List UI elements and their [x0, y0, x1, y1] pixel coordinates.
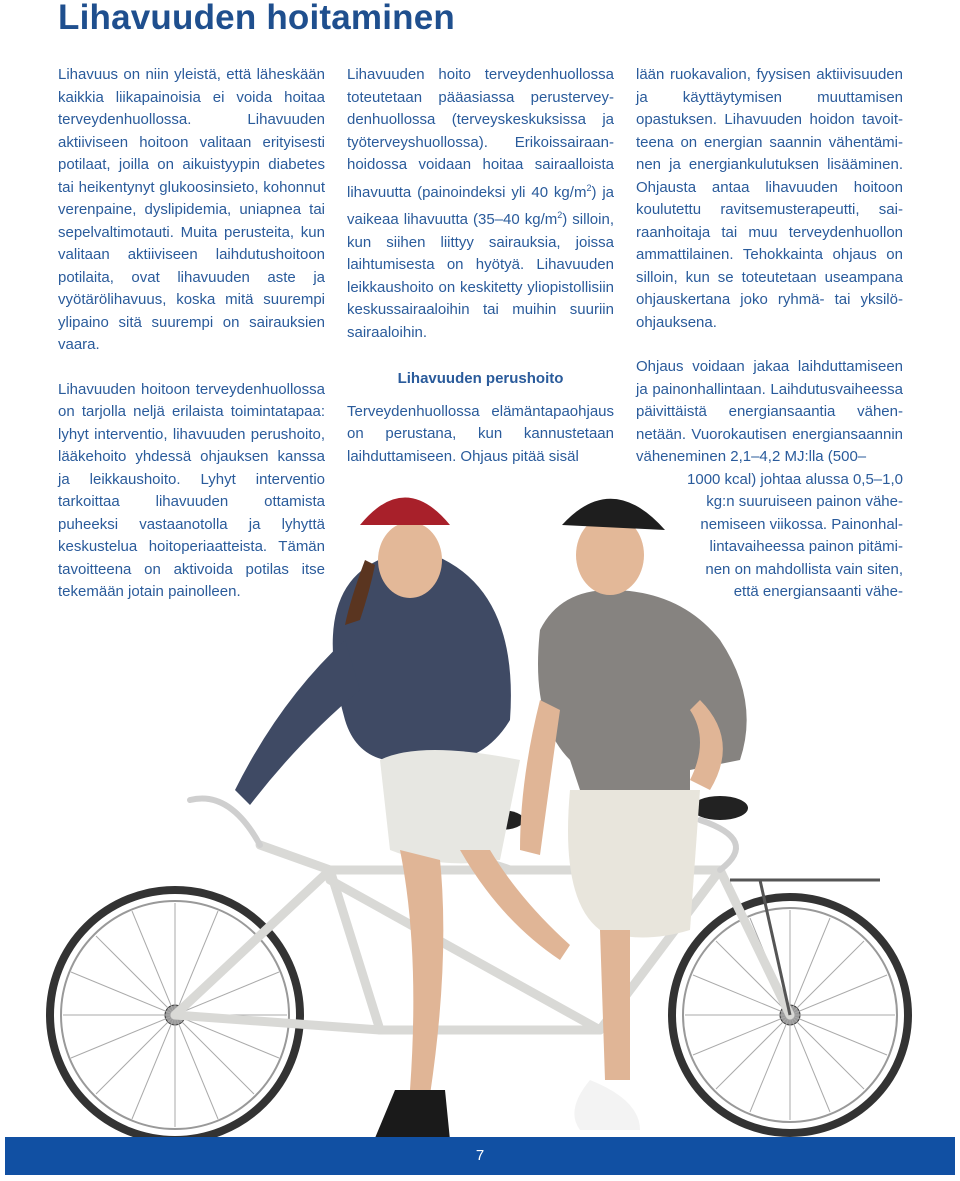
paragraph-text: ) ja vaikeaa lihavuutta (35–40 kg/m — [347, 183, 614, 228]
wrap-line: nemiseen viikossa. Painonhal- — [700, 515, 903, 533]
tandem-bicycle-photo — [0, 480, 960, 1150]
wrap-line: lintavaiheessa painon pitämi- — [709, 538, 903, 555]
wrap-line: että energiansaanti vähe- — [733, 583, 903, 600]
paragraph: Lihavuuden hoitoon terveydenhuollossa on tarjolla neljä erilaista toimintatapaa: lyhyt interventio, lihavuuden perushoito, lääkehoito yhdessä ohjauksen kanssa ja leikkaushoito. Lyhyt interventio tarkoittaa lihavuuden ottamista puheeksi vastaanotolla ja lyhyttä keskustelua hoitoperiaatteista. Tämän tavoitteena on aktivoida potilas itse tekemään jotain painolleen. — [58, 380, 325, 600]
paragraph: Lihavuus on niin yleistä, että läheskään kaikkia liikapainoisia ei voida hoitaa terveydenhuollossa. Lihavuuden aktiiviseen hoitoon valitaan erityisesti potilaat, joilla on aikuistyypin diabetes tai heikentynyt glukoosinsieto, kohonnut verenpaine, dyslipidemia, uniapnea tai sepelvaltimotauti. Muita perusteita, kun valitaan aktiiviseen laihdutushoitoon potilaita, ovat lihavuuden aste ja vyötärölihavuus, koska mitä suurempi ylipaino sitä suurempi on sairauksien vaara. — [58, 66, 325, 353]
section-subheading: Lihavuuden perushoito — [397, 370, 564, 387]
wrap-line: 1000 kcal) johtaa alussa 0,5–1,0 — [687, 470, 903, 488]
paragraph-text: Lihavuuden hoito terveydenhuollossa toteutetaan pääasiassa perusterveydenhuollossa (terveyskeskuksissa ja työterveyshuollossa). Erikoissairaanhoidossa voidaan hoitaa sairaalloista lihavuutta (painoindeksi yli 40 kg/m — [347, 66, 614, 201]
superscript: 2 — [586, 182, 592, 193]
page-title: Lihavuuden hoitaminen — [58, 0, 455, 37]
paragraph — [347, 64, 614, 344]
wrap-line: nen on mahdollista vain siten, — [705, 560, 903, 578]
page-number: 7 — [475, 1147, 485, 1164]
seat — [692, 796, 748, 820]
paragraph: Ohjaus voidaan jakaa laihduttamiseen ja painonhallintaan. Laihdutusvaiheessa päivittäistä energiansaantia vähennetään. Vuorokautisen energiansaannin väheneminen 2,1–4,2 MJ:lla (500– — [636, 358, 903, 465]
text-column-2 — [347, 64, 614, 468]
paragraph: lään ruokavalion, fyysisen aktiivisuuden ja käyttäytymisen muuttamisen opastuksen. Lihavuuden hoidon tavoitteena on energian saannin vähentäminen ja energiankulutuksen lisääminen. Ohjausta antaa lihavuuden hoitoon koulutettu ravitsemusterapeutti, sairaanhoitaja tai muu terveydenhuollon ammattilainen. Tehokkainta ohjaus on silloin, kun se toteutetaan useampana ohjauskertana joko ryhmä- tai yksilöohjauksena. — [636, 66, 903, 331]
wrap-line: kg:n suuruiseen painon vähe- — [706, 493, 903, 510]
superscript: 2 — [557, 210, 563, 220]
paragraph: Terveydenhuollossa elämäntapaohjaus on perustana, kun kannustetaan laihduttamiseen. Ohjaus pitää sisäl — [347, 402, 614, 465]
paragraph-text: ) silloin, kun siihen liittyy sairauksia, joissa laihtumisesta on hyötyä. Lihavuuden leikkaushoito on keskitetty yliopistollisiin keskussairaaloihin tai muihin suuriin sairaaloihin. — [347, 211, 614, 341]
